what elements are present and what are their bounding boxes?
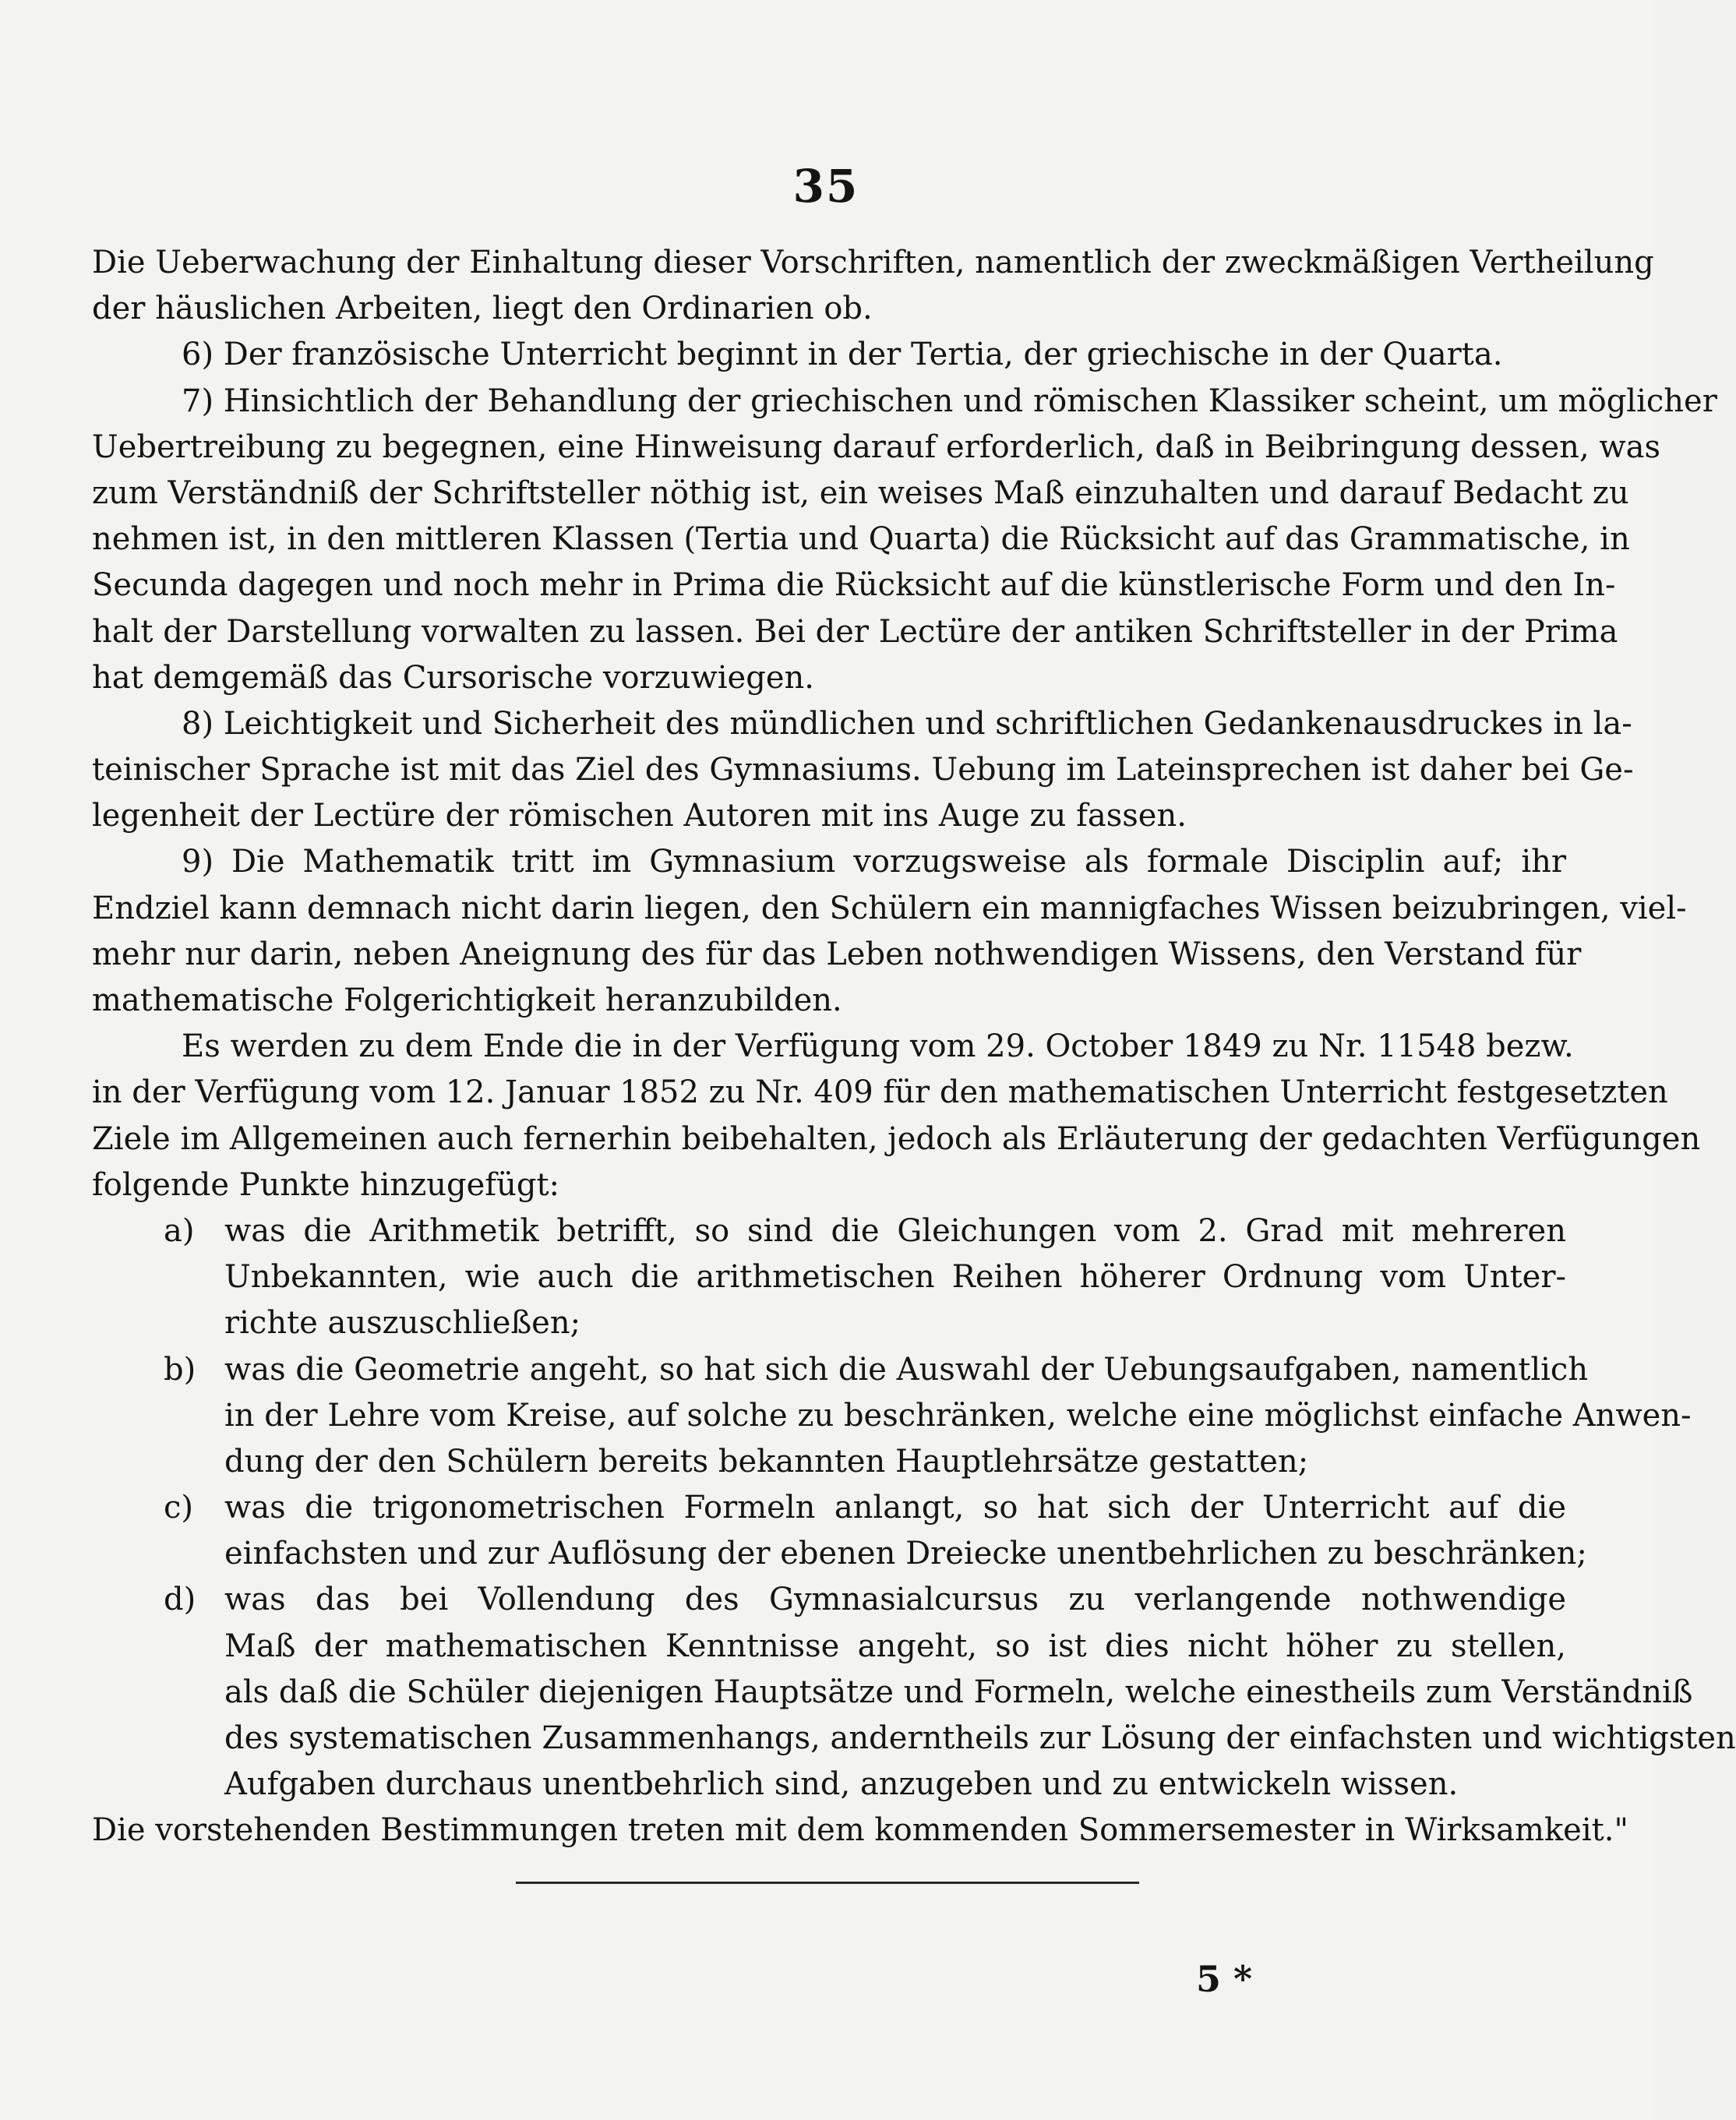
text-line: 8) Leichtigkeit und Sicherheit des mündlichen und schriftlichen Gedankenausdruckes in la- xyxy=(182,705,1632,742)
list-item-d xyxy=(92,1577,1566,1623)
text-line: einfachsten und zur Auflösung der ebenen Dreiecke unentbehrlichen zu beschränken; xyxy=(224,1536,1587,1572)
text-line: was die trigonometrischen Formeln anlangt, so hat sich der Unterricht auf die xyxy=(224,1490,1566,1526)
text-line: Uebertreibung zu begegnen, eine Hinweisung darauf erforderlich, daß in Beibringung dessen, was xyxy=(92,429,1660,465)
text-line: mathematische Folgerichtigkeit heranzubilden. xyxy=(92,982,842,1018)
list-label: d) xyxy=(164,1582,196,1618)
text-line: des systematischen Zusammenhangs, anderntheils zur Lösung der einfachsten und wichtigsten xyxy=(224,1720,1736,1756)
text-line: hat demgemäß das Cursorische vorzuwiegen. xyxy=(92,659,814,696)
body-text xyxy=(92,240,1736,1854)
text-line: halt der Darstellung vorwalten zu lassen. Bei der Lectüre der antiken Schriftsteller in der Prima xyxy=(92,613,1618,650)
text-line: in der Verfügung vom 12. Januar 1852 zu Nr. 409 für den mathematischen Unterricht festgesetzten xyxy=(92,1074,1668,1111)
text-line: mehr nur darin, neben Aneignung des für das Leben nothwendigen Wissens, den Verstand für xyxy=(92,936,1582,972)
text-line: was das bei Vollendung des Gymnasialcursus zu verlangende nothwendige xyxy=(224,1582,1566,1618)
text-line: folgende Punkte hinzugefügt: xyxy=(92,1166,559,1203)
text-line: was die Arithmetik betrifft, so sind die Gleichungen vom 2. Grad mit mehreren xyxy=(224,1212,1566,1249)
text-line: 9) Die Mathematik tritt im Gymnasium vorzugsweise als formale Disciplin auf; ihr xyxy=(182,844,1566,880)
text-line: Aufgaben durchaus unentbehrlich sind, anzugeben und zu entwickeln wissen. xyxy=(224,1766,1459,1803)
text-line: Die vorstehenden Bestimmungen treten mit dem kommenden Sommersemester in Wirksamkeit." xyxy=(92,1812,1628,1849)
text-line: was die Geometrie angeht, so hat sich die Auswahl der Uebungsaufgaben, namentlich xyxy=(224,1351,1589,1388)
list-item-a xyxy=(92,1208,1566,1254)
page-number: 35 xyxy=(792,160,859,213)
list-item-c xyxy=(92,1485,1566,1531)
text-line: Endziel kann demnach nicht darin liegen, den Schülern ein mannigfaches Wissen beizubringen, viel- xyxy=(92,890,1687,926)
signature-mark: 5 * xyxy=(1196,1958,1253,2000)
text-line: in der Lehre vom Kreise, auf solche zu beschränken, welche eine möglichst einfache Anwen- xyxy=(224,1397,1692,1434)
text-line: 7) Hinsichtlich der Behandlung der griechischen und römischen Klassiker scheint, um möglicher xyxy=(182,383,1717,419)
text-line: Unbekannten, wie auch die arithmetischen Reihen höherer Ordnung vom Unter- xyxy=(224,1259,1566,1296)
text-line: Maß der mathematischen Kenntnisse angeht, so ist dies nicht höher zu stellen, xyxy=(224,1628,1566,1664)
text-line: richte auszuschließen; xyxy=(224,1305,581,1342)
list-item-b xyxy=(92,1347,1589,1393)
text-line: teinischer Sprache ist mit das Ziel des Gymnasiums. Uebung im Lateinsprechen ist daher bei Ge- xyxy=(92,752,1634,788)
list-label: c) xyxy=(164,1490,194,1526)
text-line: Es werden zu dem Ende die in der Verfügung vom 29. October 1849 zu Nr. 11548 bezw. xyxy=(182,1028,1574,1065)
text-line: dung der den Schülern bereits bekannten Hauptlehrsätze gestatten; xyxy=(224,1443,1309,1480)
text-line: der häuslichen Arbeiten, liegt den Ordinarien ob. xyxy=(92,291,873,327)
text-line: nehmen ist, in den mittleren Klassen (Tertia und Quarta) die Rücksicht auf das Grammatische, in xyxy=(92,521,1630,558)
text-line: Secunda dagegen und noch mehr in Prima die Rücksicht auf die künstlerische Form und den In- xyxy=(92,567,1616,604)
footnote-divider xyxy=(516,1882,1139,1884)
list-label: b) xyxy=(164,1351,196,1388)
text-line: 6) Der französische Unterricht beginnt in der Tertia, der griechische in der Quarta. xyxy=(182,337,1503,373)
text-line: zum Verständniß der Schriftsteller nöthig ist, ein weises Maß einzuhalten und darauf Bedacht zu xyxy=(92,474,1629,511)
text-line: Ziele im Allgemeinen auch fernerhin beibehalten, jedoch als Erläuterung der gedachten Verfügungen xyxy=(92,1120,1701,1157)
text-line: Die Ueberwachung der Einhaltung dieser Vorschriften, namentlich der zweckmäßigen Vertheilung xyxy=(92,245,1654,280)
text-line: als daß die Schüler diejenigen Hauptsätze und Formeln, welche einestheils zum Verständniß xyxy=(224,1674,1693,1710)
list-label: a) xyxy=(164,1212,195,1249)
text-line: legenheit der Lectüre der römischen Autoren mit ins Auge zu fassen. xyxy=(92,798,1187,834)
